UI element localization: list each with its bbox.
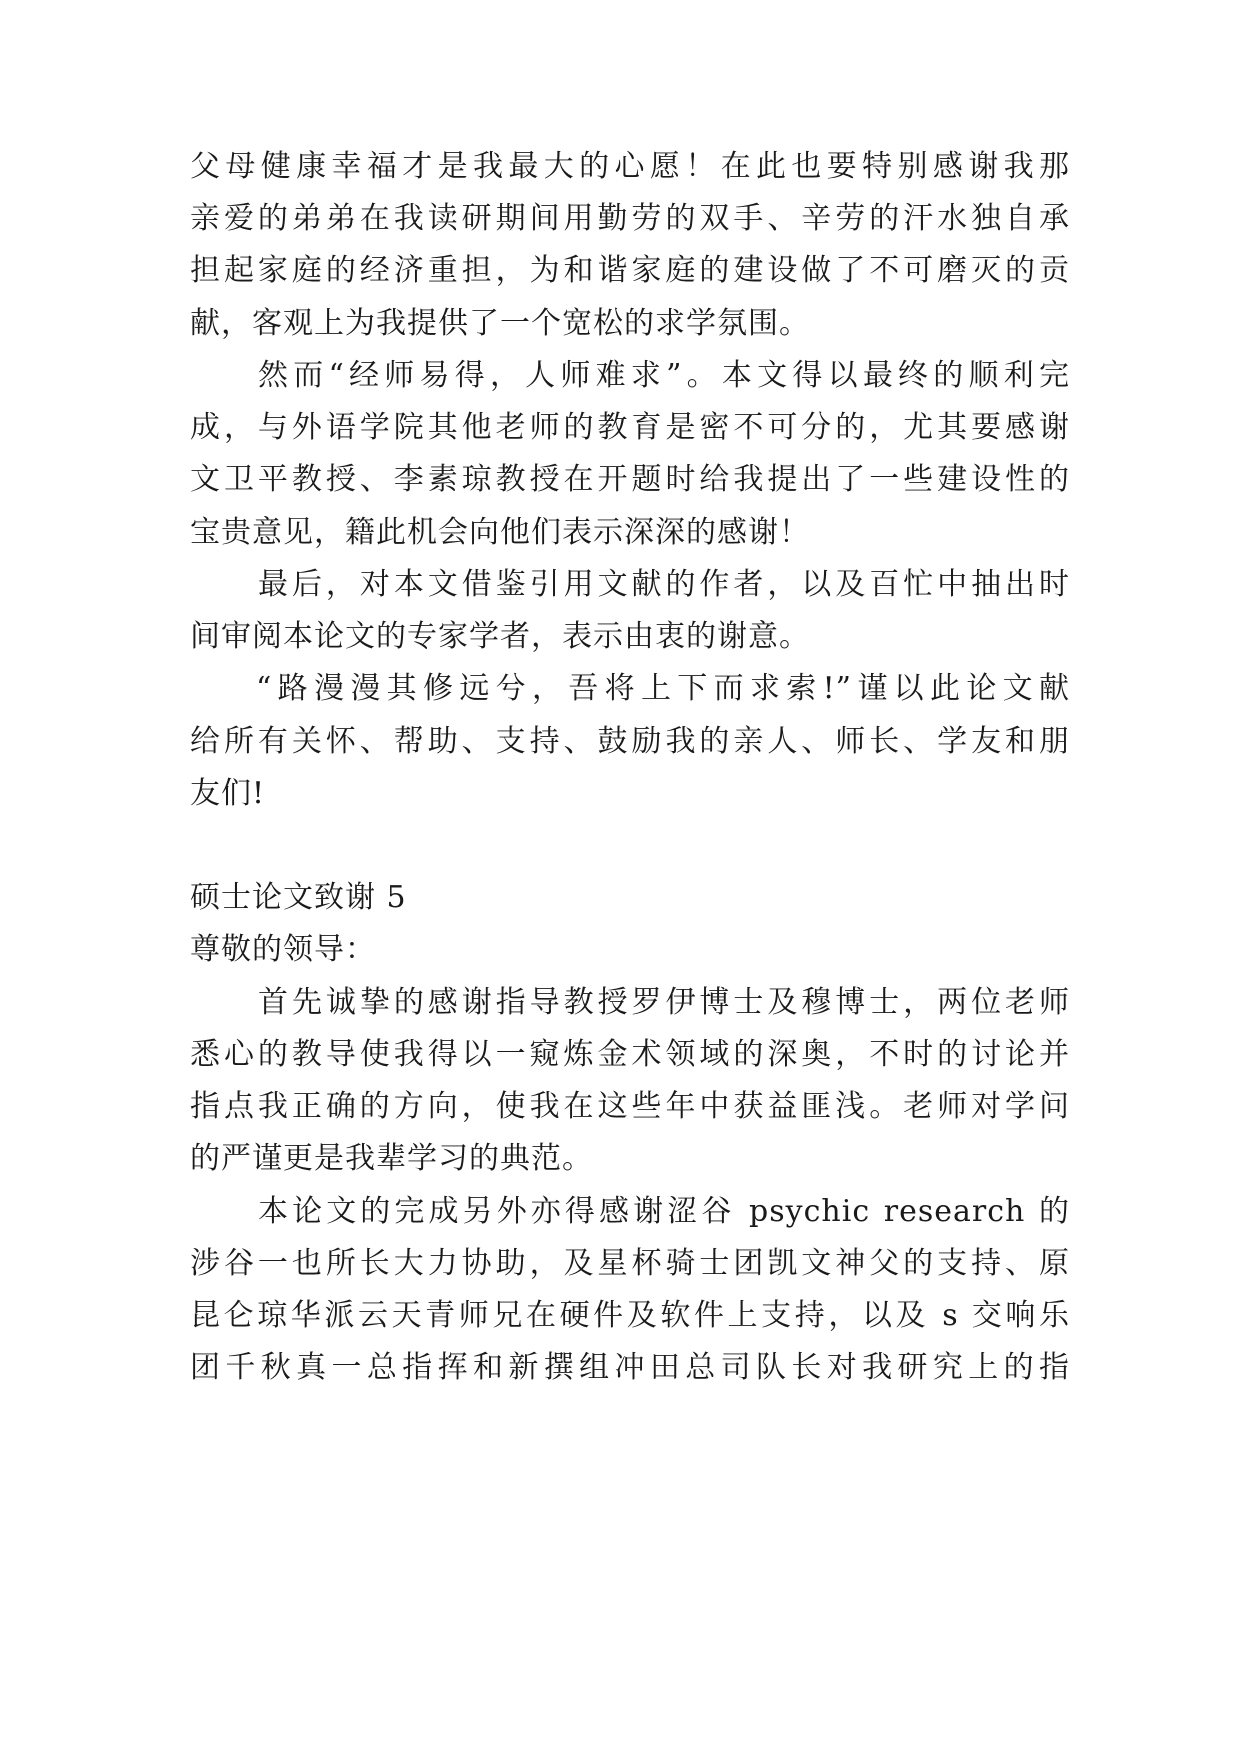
paragraph-line: 宝贵意见，籍此机会向他们表示深深的感谢！ xyxy=(190,515,810,550)
paragraph-line: 的严谨更是我辈学习的典范。 xyxy=(190,1141,593,1176)
paragraph-line: 本论文的完成另外亦得感谢涩谷 psychic research 的 xyxy=(258,1194,1070,1229)
paragraph-line: 昆仑琼华派云天青师兄在硬件及软件上支持，以及 s 交响乐 xyxy=(190,1298,1070,1333)
paragraph-line: 成，与外语学院其他老师的教育是密不可分的，尤其要感谢 xyxy=(190,410,1070,445)
paragraph-line: 指点我正确的方向，使我在这些年中获益匪浅。老师对学问 xyxy=(190,1089,1070,1124)
paragraph-line: 担起家庭的经济重担，为和谐家庭的建设做了不可磨灭的贡 xyxy=(190,253,1070,288)
paragraph-line: 献，客观上为我提供了一个宽松的求学氛围。 xyxy=(190,306,810,341)
paragraph-line: 父母健康幸福才是我最大的心愿！在此也要特别感谢我那 xyxy=(190,149,1070,184)
paragraph-line: 亲爱的弟弟在我读研期间用勤劳的双手、辛劳的汗水独自承 xyxy=(190,201,1070,236)
paragraph-line: 最后，对本文借鉴引用文献的作者，以及百忙中抽出时 xyxy=(258,567,1070,602)
paragraph-line: “路漫漫其修远兮，吾将上下而求索!”谨以此论文献 xyxy=(256,671,1070,706)
salutation: 尊敬的领导： xyxy=(190,932,376,967)
paragraph-line: 友们! xyxy=(190,776,266,811)
paragraph-line: 给所有关怀、帮助、支持、鼓励我的亲人、师长、学友和朋 xyxy=(190,724,1070,759)
paragraph-line: 团千秋真一总指挥和新撰组冲田总司队长对我研究上的指 xyxy=(190,1350,1070,1385)
paragraph-line: 悉心的教导使我得以一窥炼金术领域的深奥，不时的讨论并 xyxy=(190,1037,1070,1072)
paragraph-line: 然而“经师易得，人师难求”。本文得以最终的顺利完 xyxy=(258,358,1070,393)
paragraph-line: 首先诚挚的感谢指导教授罗伊博士及穆博士，两位老师 xyxy=(258,985,1070,1020)
section-title: 硕士论文致谢 5 xyxy=(190,880,407,915)
paragraph-line: 间审阅本论文的专家学者，表示由衷的谢意。 xyxy=(190,619,810,654)
paragraph-line: 涉谷一也所长大力协助，及星杯骑士团凯文神父的支持、原 xyxy=(190,1246,1070,1281)
paragraph-line: 文卫平教授、李素琼教授在开题时给我提出了一些建设性的 xyxy=(190,462,1070,497)
